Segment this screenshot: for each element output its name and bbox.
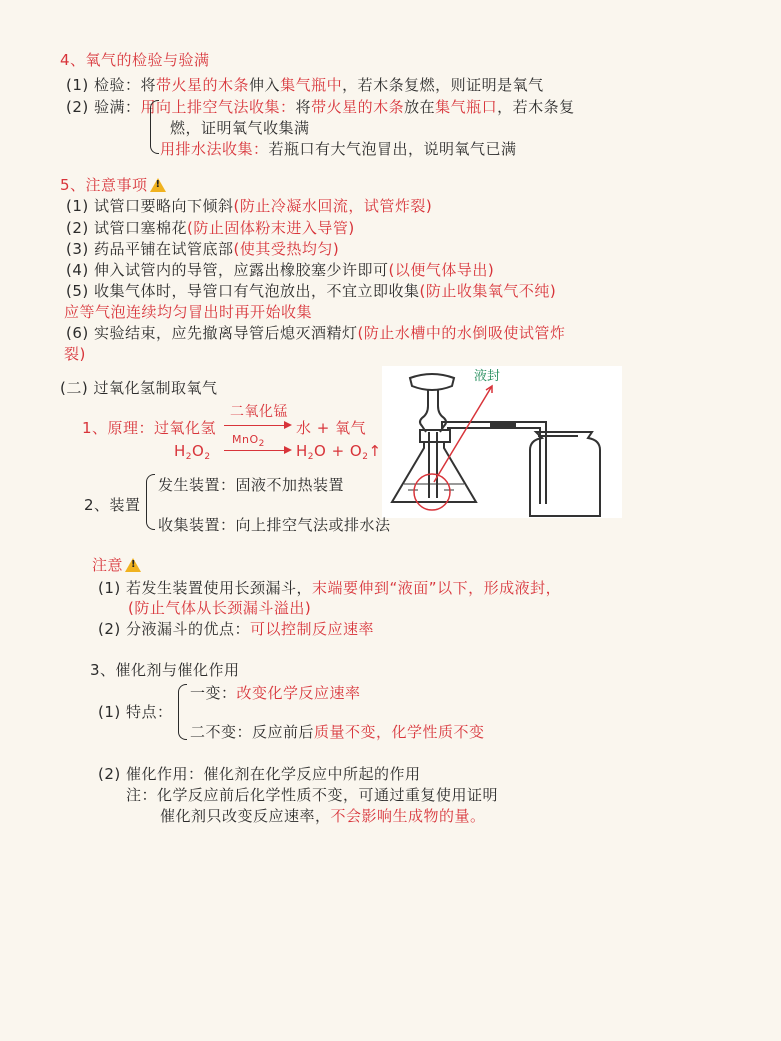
note-title: 注意! — [92, 555, 141, 575]
note-1-cont: (防止气体从长颈漏斗溢出) — [128, 599, 312, 617]
feature-one: 一变：改变化学反应速率 — [190, 684, 361, 702]
apparatus-label: 2、装置 — [84, 496, 141, 514]
note-2: (2) 分液漏斗的优点：可以控制反应速率 — [98, 620, 375, 638]
part-2-title: (二) 过氧化氢制取氧气 — [60, 379, 218, 397]
reaction-arrow — [224, 425, 290, 426]
note-item-6: (6) 实验结束，应先撤离导管后熄灭酒精灯(防止水槽中的水倒吸使试管炸 — [66, 324, 566, 342]
products-label: 水 + 氧气 — [296, 419, 367, 437]
note-item-6-cont: 裂) — [64, 345, 86, 363]
seal-label: 液封 — [474, 369, 501, 384]
catalysis-line: (2) 催化作用：催化剂在化学反应中所起的作用 — [98, 765, 421, 783]
catalysis-note-2: 催化剂只改变反应速率，不会影响生成物的量。 — [160, 807, 486, 825]
features-label: (1) 特点： — [98, 703, 173, 721]
brace-3 — [178, 684, 187, 740]
oxygen-full-line-3: 用排水法收集：若瓶口有大气泡冒出，说明氧气已满 — [160, 140, 517, 158]
formula-catalyst: MnO$_2$ — [232, 433, 265, 449]
brace-2 — [146, 474, 155, 530]
catalyst-label: 二氧化锰 — [230, 404, 288, 420]
warning-icon — [125, 558, 141, 572]
note-item-4: (4) 伸入试管内的导管，应露出橡胶塞少许即可(以便气体导出) — [66, 261, 495, 279]
brace-1 — [150, 100, 159, 154]
section-5-title: 5、注意事项! — [60, 175, 166, 195]
apparatus-diagram — [382, 366, 622, 518]
note-item-5-cont: 应等气泡连续均匀冒出时再开始收集 — [64, 303, 313, 321]
note-item-3: (3) 药品平铺在试管底部(使其受热均匀) — [66, 240, 340, 258]
oxygen-test-line: (1) 检验：将带火星的木条伸入集气瓶中，若木条复燃，则证明是氧气 — [66, 76, 544, 94]
generator-setup: 发生装置：固液不加热装置 — [158, 476, 345, 494]
oxygen-full-line-1: (2) 验满：用向上排空气法收集：将带火星的木条放在集气瓶口，若木条复 — [66, 98, 575, 116]
note-1: (1) 若发生装置使用长颈漏斗，末端要伸到“液面”以下，形成液封， — [98, 579, 562, 597]
note-item-5: (5) 收集气体时，导管口有气泡放出，不宜立即收集(防止收集氧气不纯) — [66, 282, 557, 300]
oxygen-full-line-2: 燃，证明氧气收集满 — [170, 119, 310, 137]
section-4-title: 4、氧气的检验与验满 — [60, 51, 210, 69]
formula-products: $H_2O$ + $O_2↑$ — [296, 442, 382, 462]
formula-reactant: $H_2O_2$ — [174, 442, 211, 462]
warning-icon — [150, 178, 166, 192]
note-item-1: (1) 试管口要略向下倾斜(防止冷凝水回流，试管炸裂) — [66, 197, 433, 215]
principle-label: 1、原理：过氧化氢 — [82, 419, 217, 437]
collector-setup: 收集装置：向上排空气法或排水法 — [158, 516, 391, 534]
note-item-2: (2) 试管口塞棉花(防止固体粉末进入导管) — [66, 219, 355, 237]
catalyst-title: 3、催化剂与催化作用 — [90, 661, 240, 679]
feature-two: 二不变：反应前后质量不变，化学性质不变 — [190, 723, 485, 741]
formula-arrow — [224, 450, 290, 451]
catalysis-note-1: 注：化学反应前后化学性质不变，可通过重复使用证明 — [126, 786, 499, 804]
